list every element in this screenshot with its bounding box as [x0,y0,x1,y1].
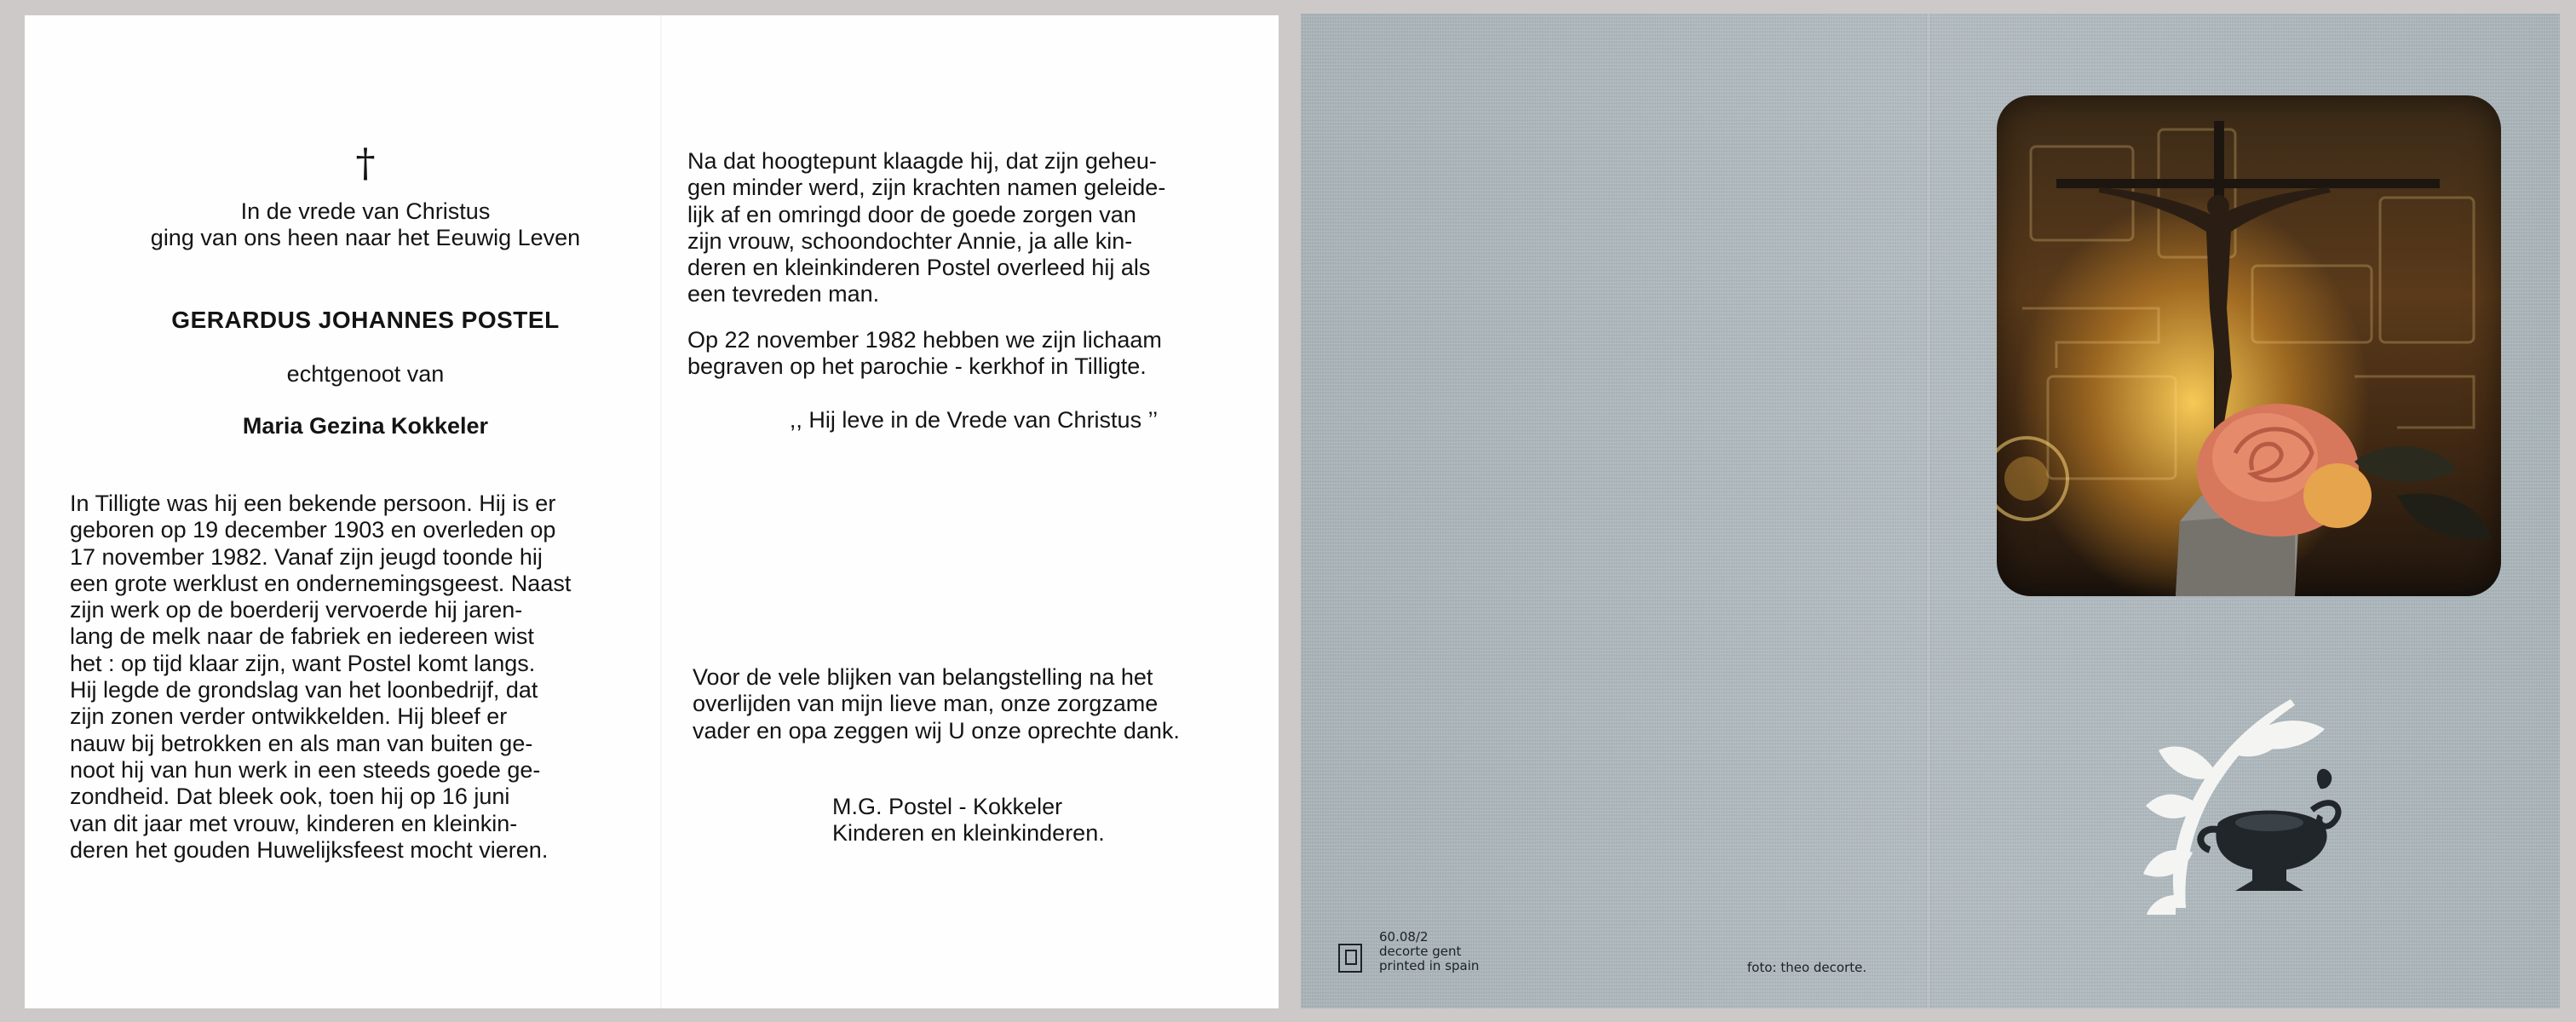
bio-line: 17 november 1982. Vanaf zijn jeugd toonde hij [70,543,543,570]
intro-line: ging van ons heen naar het Eeuwig Leven [150,225,581,250]
family-signature [832,794,1241,847]
oil-lamp-emblem [2142,695,2346,916]
biography [70,491,649,864]
deceased-name: GERARDUS JOHANNES POSTEL [171,307,560,333]
card-fold [660,15,662,1008]
signature-line: Kinderen en kleinkinderen. [832,820,1105,847]
signature-line: M.G. Postel - Kokkeler [832,794,1063,819]
paragraph-line: Op 22 november 1982 hebben we zijn lichaam [687,327,1162,353]
thanks-paragraph [693,664,1265,744]
paragraph-line: vader en opa zeggen wij U onze oprechte dank. [693,717,1180,744]
bio-line: deren het gouden Huwelijksfeest mocht vieren. [70,836,549,863]
paragraph-line: lijk af en omringd door de goede zorgen van [687,201,1136,227]
bio-line: noot hij van hun werk in een steeds goede ge- [70,756,541,783]
printed-in-label: printed in spain [1379,958,1480,973]
photo-credit: foto: theo decorte. [1747,960,1867,975]
publisher-name: decorte gent [1379,944,1462,959]
final-years-paragraph [687,148,1260,308]
bio-line: het : op tijd klaar zijn, want Postel komt langs. [70,650,536,676]
spouse-name: Maria Gezina Kokkeler [242,413,489,439]
card-fold [1926,14,1931,1008]
bio-line: zondheid. Dat bleek ook, toen hij op 16 juni [70,784,510,810]
bio-line: geboren op 19 december 1903 en overleden op [70,517,556,543]
cross-symbol: † [355,140,376,186]
bio-line: zijn werk op de boerderij vervoerde hij jaren- [70,597,523,623]
inner-card [25,15,1279,1008]
paragraph-line: Voor de vele blijken van belangstelling na het [693,664,1153,690]
memorial-quote: ,, Hij leve in de Vrede van Christus ’’ [789,407,1159,433]
intro-text [84,198,647,251]
bio-line: Hij legde de grondslag van het loonbedrijf, dat [70,677,538,703]
crucifix-illustration [1997,95,2501,596]
paragraph-line: overlijden van mijn lieve man, onze zorgzame [693,691,1159,717]
paragraph-line: gen minder werd, zijn krachten namen geleide- [687,175,1166,201]
publisher-logo-icon [1338,944,1362,973]
intro-line: In de vrede van Christus [240,198,491,224]
paragraph-line: Na dat hoogtepunt klaagde hij, dat zijn geheu- [687,148,1157,174]
bio-line: zijn zonen verder ontwikkelden. Hij bleef er [70,703,508,730]
spouse-label: echtgenoot van [286,361,445,387]
burial-paragraph [687,327,1260,381]
paragraph-line: deren en kleinkinderen Postel overleed hij als [687,255,1151,281]
cover-card [1301,14,2560,1008]
paragraph-line: zijn vrouw, schoondochter Annie, ja alle kin- [687,227,1133,254]
card-code: 60.08/2 [1379,929,1429,944]
bio-line: een grote werklust en ondernemingsgeest. Naast [70,570,572,596]
bio-line: In Tilligte was hij een bekende persoon. Hij is er [70,491,556,516]
crucifix-rose-photo [1997,95,2501,596]
paragraph-line: begraven op het parochie - kerkhof in Tilligte. [687,353,1147,380]
bio-line: van dit jaar met vrouw, kinderen en kleinkin- [70,810,518,836]
bio-line: nauw bij betrokken en als man van buiten ge- [70,730,533,756]
paragraph-line: een tevreden man. [687,281,880,307]
bio-line: lang de melk naar de fabriek en iedereen wist [70,623,534,650]
